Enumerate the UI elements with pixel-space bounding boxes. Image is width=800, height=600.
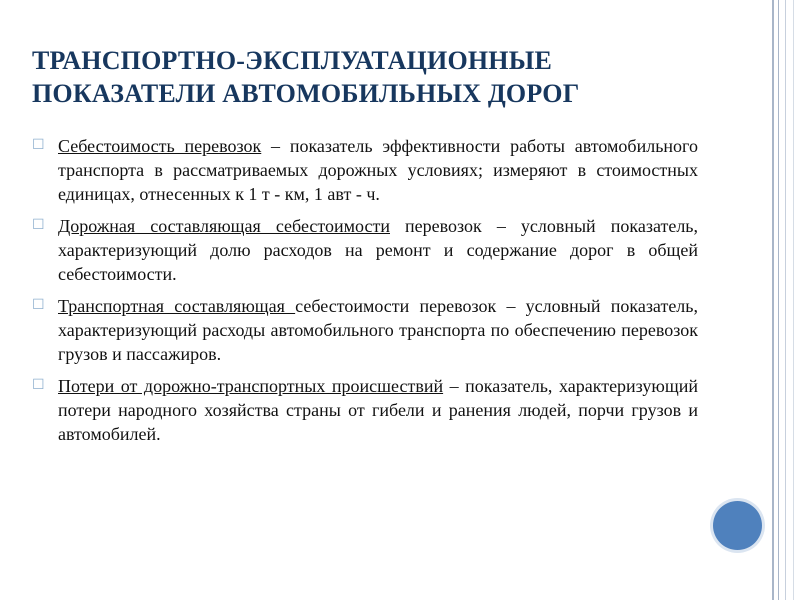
bullet-item (32, 134, 698, 206)
frame-line (772, 0, 774, 600)
bullet-term: Себестоимость перевозок (58, 136, 262, 156)
decorative-frame-lines (766, 0, 800, 600)
checkbox-bullet-icon: ☐ (32, 378, 45, 393)
slide-title-line: ТРАНСПОРТНО-ЭКСПЛУАТАЦИОННЫЕ (32, 46, 553, 75)
bullet-item (32, 294, 698, 366)
frame-line (793, 0, 794, 600)
bullet-text: себестоимости перевозок – условный показатель, характеризующий расходы автомобильного транспорта по обеспечению перевозок грузов и пассажиров. (58, 296, 699, 364)
bullet-item (32, 374, 698, 446)
slide-title (32, 44, 732, 110)
checkbox-bullet-icon: ☐ (32, 298, 45, 313)
bullet-text: – показатель эффективности работы автомобильного транспорта в рассматриваемых дорожных условиях; измеряют в стоимостных единицах, отнесенных к 1 т - км, 1 авт - ч. (58, 136, 698, 204)
bullet-term: Транспортная составляющая (58, 296, 296, 316)
decorative-circle (713, 501, 762, 550)
bullet-term: Дорожная составляющая себестоимости (58, 216, 390, 236)
slide-title-line: ПОКАЗАТЕЛИ АВТОМОБИЛЬНЫХ ДОРОГ (32, 79, 580, 108)
bullet-item (32, 214, 698, 286)
frame-line (778, 0, 779, 600)
checkbox-bullet-icon: ☐ (32, 218, 45, 233)
bullet-term: Потери от дорожно-транспортных происшествий (58, 376, 444, 396)
bullet-text: перевозок – условный показатель, характеризующий долю расходов на ремонт и содержание дорог в общей себестоимости. (58, 216, 699, 284)
frame-line (785, 0, 786, 600)
bullet-text: – показатель, характеризующий потери народного хозяйства страны от гибели и ранения людей, порчи грузов и автомобилей. (58, 376, 698, 444)
bullet-list (32, 134, 698, 454)
checkbox-bullet-icon: ☐ (32, 138, 45, 153)
